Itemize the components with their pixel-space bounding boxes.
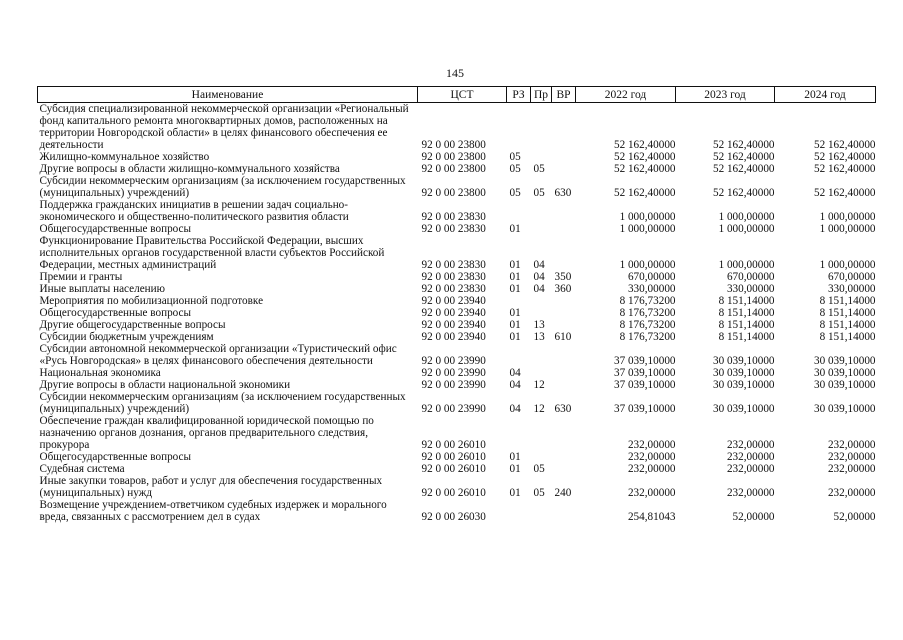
table-row: [38, 175, 876, 199]
cell-code: 92 0 00 23800: [421, 139, 486, 151]
cell-name: Жилищно-коммунальное хозяйство: [39, 151, 210, 163]
cell-code: 92 0 00 23800: [421, 187, 486, 199]
cell-2022: 1 000,00000: [619, 211, 676, 223]
cell-pr: [531, 295, 552, 307]
cell-rz: 04: [509, 367, 521, 379]
table-body: [38, 103, 876, 524]
cell-name: Субсидия специализированной некоммерческой организации «Региональный фонд капитального ремонта многоквартирных домов, расположенных на территории Новгородской области» в целях финансового обеспечения ее деятельности: [39, 103, 409, 151]
cell-vr: [552, 199, 576, 223]
header-rz: РЗ: [507, 87, 531, 103]
table-row: [38, 283, 876, 295]
cell-rz: [507, 415, 531, 451]
cell-pr: [531, 199, 552, 223]
cell-2022: 254,81043: [627, 511, 676, 523]
cell-vr: [552, 463, 576, 475]
cell-name: Обеспечение граждан квалифицированной юридической помощью по назначению органов дознания, органов предварительного следствия, прокурора: [39, 415, 374, 451]
cell-code: 92 0 00 23830: [421, 283, 486, 295]
cell-vr: [552, 235, 576, 271]
cell-2024: 232,00000: [827, 487, 876, 499]
table-row: [38, 295, 876, 307]
header-vr: ВР: [552, 87, 576, 103]
cell-2022: 8 176,73200: [619, 331, 676, 343]
cell-code: 92 0 00 23800: [421, 163, 486, 175]
cell-rz: 04: [509, 403, 521, 415]
cell-pr: [531, 223, 552, 235]
cell-2023: 232,00000: [726, 463, 775, 475]
cell-name: Другие общегосударственные вопросы: [39, 319, 226, 331]
cell-vr: [552, 223, 576, 235]
cell-vr: 610: [554, 331, 572, 343]
cell-name: Национальная экономика: [39, 367, 161, 379]
cell-name: Премии и гранты: [39, 271, 123, 283]
cell-2024: 330,00000: [827, 283, 876, 295]
cell-name: Субсидии некоммерческим организациям (за исключением государственных (муниципальных) учреждений): [39, 391, 406, 415]
cell-2024: 30 039,10000: [813, 379, 876, 391]
cell-2023: 30 039,10000: [712, 355, 775, 367]
cell-2023: 330,00000: [726, 283, 775, 295]
table-row: [38, 367, 876, 379]
cell-2024: 8 151,14000: [819, 307, 876, 319]
cell-code: 92 0 00 26010: [421, 463, 486, 475]
cell-rz: 05: [509, 151, 521, 163]
cell-vr: [552, 415, 576, 451]
cell-code: 92 0 00 23830: [421, 259, 486, 271]
cell-pr: 05: [533, 487, 545, 499]
budget-table: [37, 86, 876, 523]
table-row: [38, 235, 876, 271]
cell-rz: 01: [509, 283, 521, 295]
cell-2022: 232,00000: [627, 451, 676, 463]
cell-code: 92 0 00 23990: [421, 355, 486, 367]
cell-vr: [552, 367, 576, 379]
header-name: Наименование: [38, 87, 418, 103]
cell-2022: 232,00000: [627, 463, 676, 475]
cell-name: Иные выплаты населению: [39, 283, 165, 295]
table-row: [38, 307, 876, 319]
cell-vr: [552, 295, 576, 307]
header-2022: 2022 год: [576, 87, 676, 103]
cell-code: 92 0 00 23940: [421, 295, 486, 307]
table-row: [38, 271, 876, 283]
cell-code: 92 0 00 23800: [421, 151, 486, 163]
cell-pr: 12: [533, 379, 545, 391]
cell-2023: 52 162,40000: [712, 151, 775, 163]
cell-name: Судебная система: [39, 463, 125, 475]
cell-rz: 05: [509, 163, 521, 175]
cell-2022: 232,00000: [627, 439, 676, 451]
cell-code: 92 0 00 23990: [421, 379, 486, 391]
cell-2024: 30 039,10000: [813, 403, 876, 415]
cell-name: Субсидии некоммерческим организациям (за исключением государственных (муниципальных) учреждений): [39, 175, 406, 199]
cell-2023: 8 151,14000: [718, 307, 775, 319]
cell-2022: 37 039,10000: [613, 379, 676, 391]
cell-2022: 8 176,73200: [619, 319, 676, 331]
cell-code: 92 0 00 23990: [421, 403, 486, 415]
cell-rz: 01: [509, 451, 521, 463]
cell-pr: [531, 307, 552, 319]
cell-pr: 04: [533, 283, 545, 295]
cell-vr: 350: [554, 271, 572, 283]
cell-2023: 52 162,40000: [712, 139, 775, 151]
header-2024: 2024 год: [775, 87, 876, 103]
cell-vr: 630: [554, 403, 572, 415]
cell-rz: [507, 295, 531, 307]
table-row: [38, 379, 876, 391]
cell-2023: 30 039,10000: [712, 379, 775, 391]
table-row: [38, 475, 876, 499]
cell-name: Другие вопросы в области жилищно-коммунального хозяйства: [39, 163, 340, 175]
cell-name: Иные закупки товаров, работ и услуг для обеспечения государственных (муниципальных) нужд: [39, 475, 383, 499]
cell-2023: 232,00000: [726, 439, 775, 451]
cell-code: 92 0 00 26010: [421, 487, 486, 499]
cell-vr: [552, 103, 576, 152]
cell-pr: [531, 367, 552, 379]
header-pr: Пр: [531, 87, 552, 103]
cell-vr: [552, 499, 576, 523]
cell-rz: 01: [509, 307, 521, 319]
table-row: [38, 451, 876, 463]
table-row: [38, 499, 876, 523]
cell-2024: 52 162,40000: [813, 187, 876, 199]
cell-rz: 01: [509, 223, 521, 235]
cell-name: Другие вопросы в области национальной экономики: [39, 379, 291, 391]
cell-name: Возмещение учреждением-ответчиком судебных издержек и морального вреда, связанных с рассмотрением дел в судах: [39, 499, 387, 523]
cell-name: Субсидии автономной некоммерческой организации «Туристический офис «Русь Новгородская» в целях финансового обеспечения деятельности: [39, 343, 397, 367]
cell-code: 92 0 00 26010: [421, 451, 486, 463]
cell-2023: 670,00000: [726, 271, 775, 283]
cell-2024: 52,00000: [833, 511, 876, 523]
cell-2024: 8 151,14000: [819, 319, 876, 331]
cell-2024: 30 039,10000: [813, 367, 876, 379]
cell-2022: 52 162,40000: [613, 163, 676, 175]
table-row: [38, 463, 876, 475]
cell-2023: 30 039,10000: [712, 367, 775, 379]
cell-code: 92 0 00 23830: [421, 211, 486, 223]
cell-2022: 37 039,10000: [613, 367, 676, 379]
cell-2022: 1 000,00000: [619, 259, 676, 271]
cell-code: 92 0 00 26030: [421, 511, 486, 523]
cell-2023: 8 151,14000: [718, 295, 775, 307]
cell-2022: 1 000,00000: [619, 223, 676, 235]
cell-2024: 670,00000: [827, 271, 876, 283]
cell-2023: 1 000,00000: [718, 211, 775, 223]
cell-rz: 01: [509, 463, 521, 475]
cell-2024: 1 000,00000: [819, 211, 876, 223]
cell-name: Общегосударственные вопросы: [39, 223, 192, 235]
cell-2024: 52 162,40000: [813, 151, 876, 163]
cell-name: Субсидии бюджетным учреждениям: [39, 331, 214, 343]
cell-vr: [552, 151, 576, 163]
cell-2024: 1 000,00000: [819, 259, 876, 271]
cell-rz: 04: [509, 379, 521, 391]
cell-2022: 232,00000: [627, 487, 676, 499]
cell-name: Общегосударственные вопросы: [39, 451, 192, 463]
cell-2022: 37 039,10000: [613, 403, 676, 415]
cell-2023: 30 039,10000: [712, 403, 775, 415]
cell-rz: 01: [509, 331, 521, 343]
cell-rz: 01: [509, 271, 521, 283]
cell-2024: 232,00000: [827, 439, 876, 451]
cell-vr: [552, 379, 576, 391]
header-code: ЦСТ: [418, 87, 507, 103]
cell-rz: [507, 499, 531, 523]
cell-vr: [552, 451, 576, 463]
cell-rz: 01: [509, 319, 521, 331]
table-row: [38, 199, 876, 223]
table-row: [38, 103, 876, 152]
cell-2023: 52,00000: [732, 511, 775, 523]
cell-2023: 1 000,00000: [718, 223, 775, 235]
cell-pr: [531, 451, 552, 463]
cell-2023: 52 162,40000: [712, 163, 775, 175]
cell-name: Функционирование Правительства Российской Федерации, высших исполнительных органов государственной власти субъектов Российской Федерации, местных администраций: [39, 235, 385, 271]
cell-vr: 630: [554, 187, 572, 199]
cell-vr: [552, 319, 576, 331]
cell-vr: [552, 163, 576, 175]
cell-2024: 1 000,00000: [819, 223, 876, 235]
cell-pr: 13: [533, 331, 545, 343]
table-row: [38, 223, 876, 235]
table-row: [38, 163, 876, 175]
cell-pr: 12: [533, 403, 545, 415]
cell-2023: 232,00000: [726, 487, 775, 499]
cell-rz: 01: [509, 487, 521, 499]
cell-code: 92 0 00 23940: [421, 307, 486, 319]
page-number: 145: [446, 66, 464, 80]
table-row: [38, 415, 876, 451]
cell-pr: 04: [533, 271, 545, 283]
cell-rz: [507, 343, 531, 367]
cell-pr: 05: [533, 463, 545, 475]
cell-pr: 04: [533, 259, 545, 271]
cell-code: 92 0 00 23830: [421, 271, 486, 283]
cell-vr: 240: [554, 487, 572, 499]
cell-2022: 52 162,40000: [613, 139, 676, 151]
cell-2022: 670,00000: [627, 271, 676, 283]
cell-2023: 232,00000: [726, 451, 775, 463]
cell-rz: 01: [509, 259, 521, 271]
cell-pr: 13: [533, 319, 545, 331]
cell-2024: 232,00000: [827, 451, 876, 463]
table-row: [38, 151, 876, 163]
cell-code: 92 0 00 23990: [421, 367, 486, 379]
cell-vr: [552, 307, 576, 319]
cell-code: 92 0 00 23940: [421, 331, 486, 343]
table-row: [38, 331, 876, 343]
cell-name: Поддержка гражданских инициатив в решении задач социально-экономического и общественно-политического развития области: [39, 199, 349, 223]
cell-name: Общегосударственные вопросы: [39, 307, 192, 319]
cell-pr: [531, 151, 552, 163]
cell-code: 92 0 00 26010: [421, 439, 486, 451]
cell-2022: 52 162,40000: [613, 187, 676, 199]
cell-2023: 8 151,14000: [718, 331, 775, 343]
cell-2024: 8 151,14000: [819, 331, 876, 343]
cell-vr: [552, 343, 576, 367]
cell-2024: 30 039,10000: [813, 355, 876, 367]
cell-rz: [507, 199, 531, 223]
cell-code: 92 0 00 23940: [421, 319, 486, 331]
cell-pr: [531, 415, 552, 451]
table-row: [38, 319, 876, 331]
cell-2023: 8 151,14000: [718, 319, 775, 331]
cell-rz: [507, 103, 531, 152]
header-2023: 2023 год: [676, 87, 775, 103]
cell-2024: 232,00000: [827, 463, 876, 475]
cell-2024: 52 162,40000: [813, 139, 876, 151]
cell-pr: [531, 103, 552, 152]
cell-2022: 8 176,73200: [619, 307, 676, 319]
cell-2022: 8 176,73200: [619, 295, 676, 307]
cell-2024: 52 162,40000: [813, 163, 876, 175]
table-row: [38, 391, 876, 415]
table-header: [38, 87, 876, 103]
cell-code: 92 0 00 23830: [421, 223, 486, 235]
cell-2024: 8 151,14000: [819, 295, 876, 307]
cell-pr: 05: [533, 187, 545, 199]
table-row: [38, 343, 876, 367]
cell-2023: 1 000,00000: [718, 259, 775, 271]
cell-name: Мероприятия по мобилизационной подготовке: [39, 295, 264, 307]
cell-2022: 37 039,10000: [613, 355, 676, 367]
cell-vr: 360: [554, 283, 572, 295]
cell-pr: [531, 499, 552, 523]
cell-2023: 52 162,40000: [712, 187, 775, 199]
cell-rz: 05: [509, 187, 521, 199]
cell-pr: 05: [533, 163, 545, 175]
cell-2022: 52 162,40000: [613, 151, 676, 163]
cell-2022: 330,00000: [627, 283, 676, 295]
cell-pr: [531, 343, 552, 367]
